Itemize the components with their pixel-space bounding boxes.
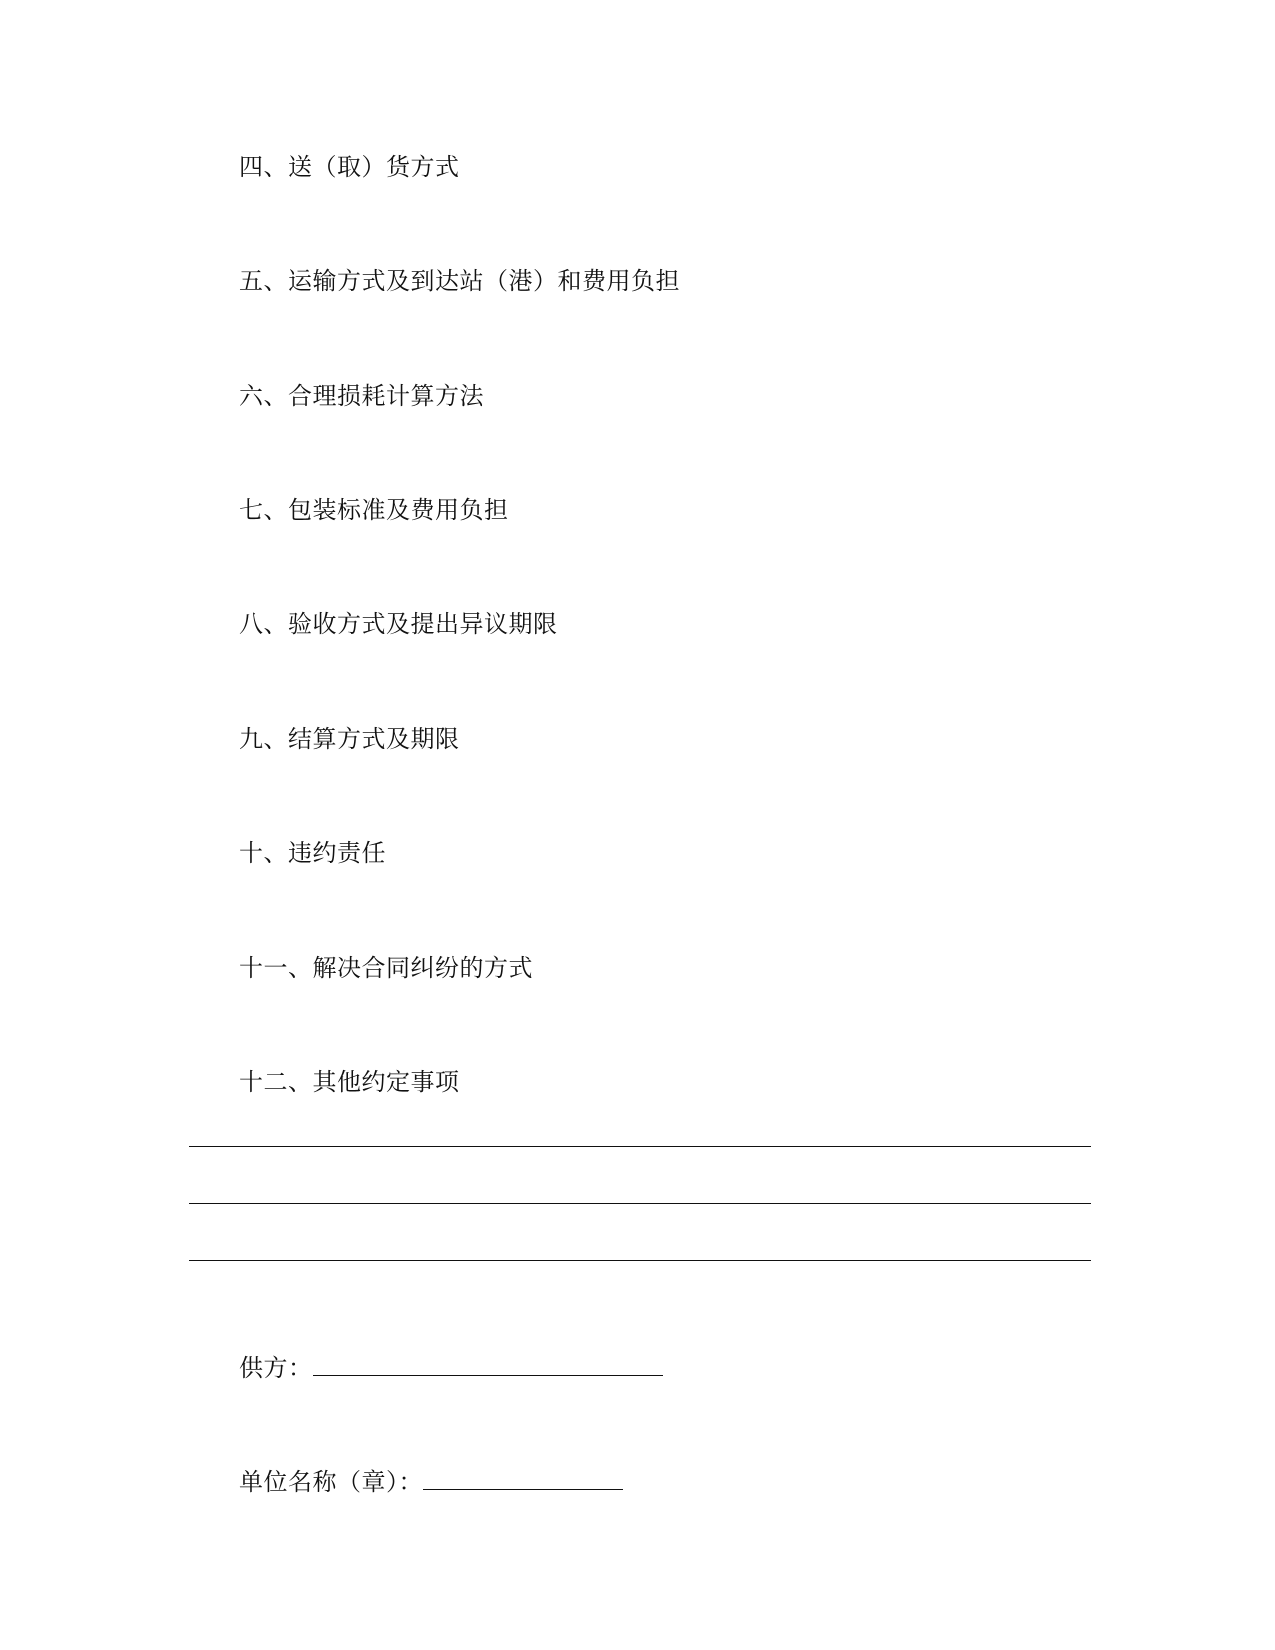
fill-in-line: [189, 1260, 1091, 1261]
clause-dispute-resolution: 十一、解决合同纠纷的方式: [239, 954, 533, 982]
unit-name-row: [239, 1467, 623, 1497]
unit-name-label: 单位名称（章）：: [239, 1468, 423, 1496]
supplier-label: 供方：: [239, 1354, 313, 1382]
clause-packaging-standard: 七、包装标准及费用负担: [239, 496, 509, 524]
clause-transport-method: 五、运输方式及到达站（港）和费用负担: [239, 267, 680, 295]
clause-liability: 十、违约责任: [239, 839, 386, 867]
clause-acceptance-method: 八、验收方式及提出异议期限: [239, 610, 558, 638]
clause-delivery-method: 四、送（取）货方式: [239, 153, 460, 181]
unit-name-blank: [423, 1467, 623, 1490]
fill-in-line: [189, 1203, 1091, 1204]
clause-loss-calculation: 六、合理损耗计算方法: [239, 382, 484, 410]
supplier-row: [239, 1353, 663, 1383]
clause-other-terms: 十二、其他约定事项: [239, 1068, 460, 1096]
fill-in-line: [189, 1146, 1091, 1147]
supplier-blank: [313, 1353, 663, 1376]
clause-settlement-method: 九、结算方式及期限: [239, 725, 460, 753]
